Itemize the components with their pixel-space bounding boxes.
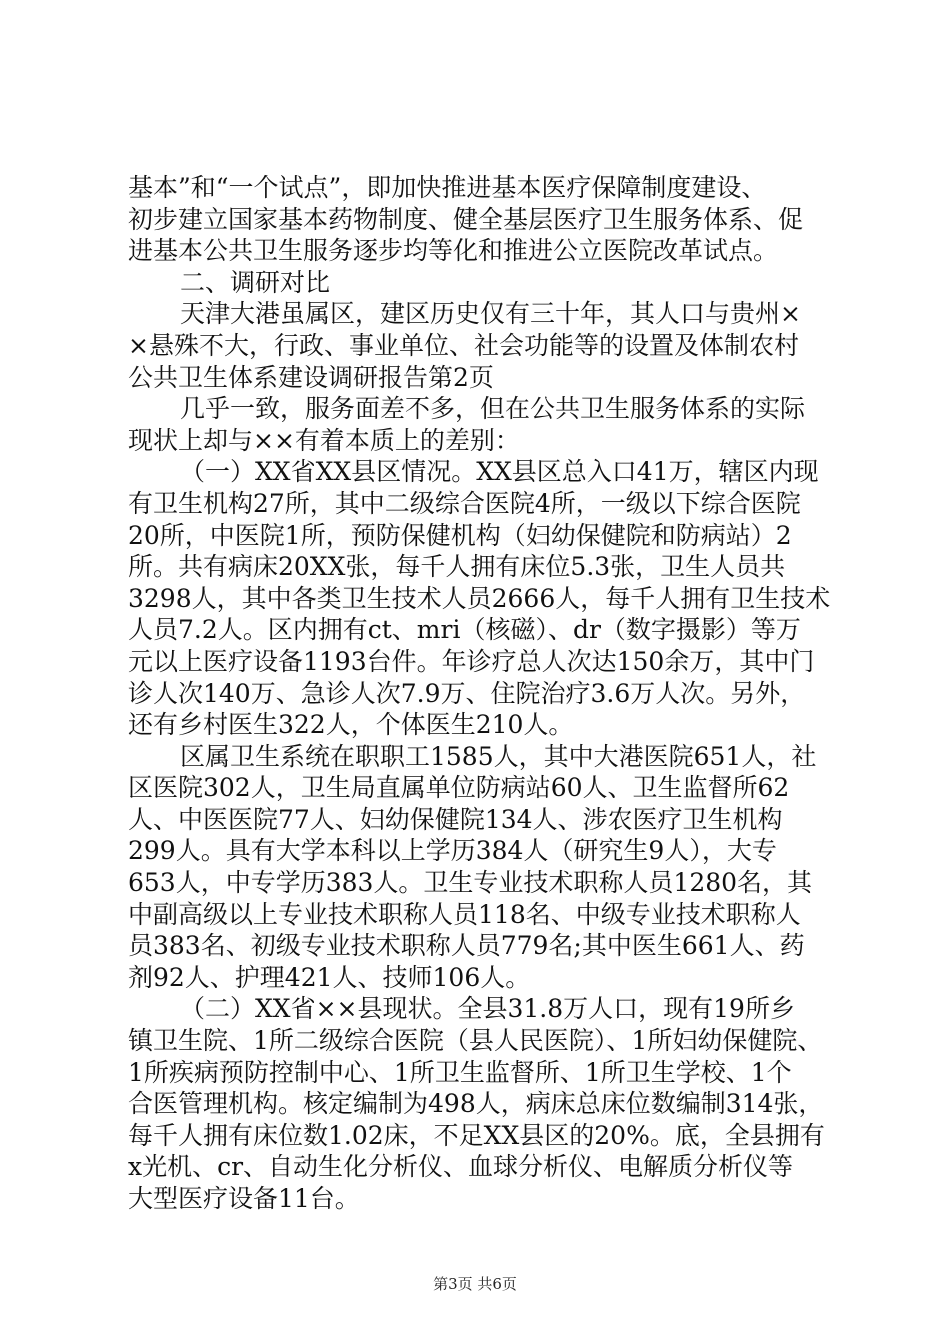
text-line: 几乎一致，服务面差不多，但在公共卫生服务体系的实际 [180, 394, 806, 424]
section-heading: 二、调研对比 [180, 267, 331, 297]
text-line: （一）XX省XX县区情况。XX县区总入口41万，辖区内现 [180, 457, 819, 487]
text-line: 每千人拥有床位数1.02床，不足XX县区的20%。底，全县拥有 [128, 1120, 825, 1150]
text-line: 299人。具有大学本科以上学历384人（研究生9人），大专 [128, 836, 777, 866]
text-line: 合医管理机构。核定编制为498人，病床总床位数编制314张， [128, 1089, 824, 1119]
text-line: 1所疾病预防控制中心、1所卫生监督所、1所卫生学校、1个 [128, 1057, 792, 1087]
text-line: 大型医疗设备11台。 [128, 1184, 360, 1213]
text-line: 初步建立国家基本药物制度、健全基层医疗卫生服务体系、促 [128, 204, 804, 234]
text-line: 镇卫生院、1所二级综合医院（县人民医院）、1所妇幼保健院、 [128, 1026, 823, 1056]
text-line: 剂92人、护理421人、技师106人。 [128, 962, 531, 992]
text-line: 进基本公共卫生服务逐步均等化和推进公立医院改革试点。 [128, 236, 779, 266]
text-line: 有卫生机构27所，其中二级综合医院4所，一级以下综合医院 [128, 488, 801, 518]
text-line: ×悬殊不大，行政、事业单位、社会功能等的设置及体制农村 [128, 330, 799, 360]
page-number-footer: 第3页 共6页 [433, 1275, 517, 1293]
text-line: 3298人，其中各类卫生技术人员2666人，每千人拥有卫生技术 [128, 583, 831, 613]
text-line: 中副高级以上专业技术职称人员118名、中级专业技术职称人 [128, 899, 801, 929]
document-body [128, 172, 852, 1215]
text-line: （二）XX省××县现状。全县31.8万人口，现有19所乡 [180, 994, 795, 1024]
text-line: 区医院302人，卫生局直属单位防病站60人、卫生监督所62 [128, 773, 790, 803]
text-line: 天津大港虽属区，建区历史仅有三十年，其人口与贵州× [180, 299, 801, 329]
text-line: 员383名、初级专业技术职称人员779名;其中医生661人、药 [128, 931, 805, 961]
text-line: 人员7.2人。区内拥有ct、mri（核磁）、dr（数字摄影）等万 [128, 615, 801, 645]
text-line: x光机、cr、自动生化分析仪、血球分析仪、电解质分析仪等 [128, 1152, 794, 1182]
text-line: 人、中医医院77人、妇幼保健院134人、涉农医疗卫生机构 [128, 804, 783, 834]
text-line: 还有乡村医生322人，个体医生210人。 [128, 710, 574, 740]
text-line: 20所，中医院1所，预防保健机构（妇幼保健院和防病站）2 [128, 520, 792, 550]
text-line: 现状上却与××有着本质上的差别： [128, 425, 520, 455]
text-line: 所。共有病床20XX张，每千人拥有床位5.3张，卫生人员共 [128, 552, 786, 582]
text-line: 公共卫生体系建设调研报告第2页 [128, 362, 494, 392]
text-line: 区属卫生系统在职职工1585人，其中大港医院651人，社 [180, 741, 817, 771]
text-line: 诊人次140万、急诊人次7.9万、住院治疗3.6万人次。另外， [128, 678, 806, 708]
text-line: 基本”和“一个试点”，即加快推进基本医疗保障制度建设、 [128, 173, 767, 202]
text-line: 653人，中专学历383人。卫生专业技术职称人员1280名，其 [128, 868, 813, 898]
text-line: 元以上医疗设备1193台件。年诊疗总人次达150余万，其中门 [128, 646, 815, 676]
